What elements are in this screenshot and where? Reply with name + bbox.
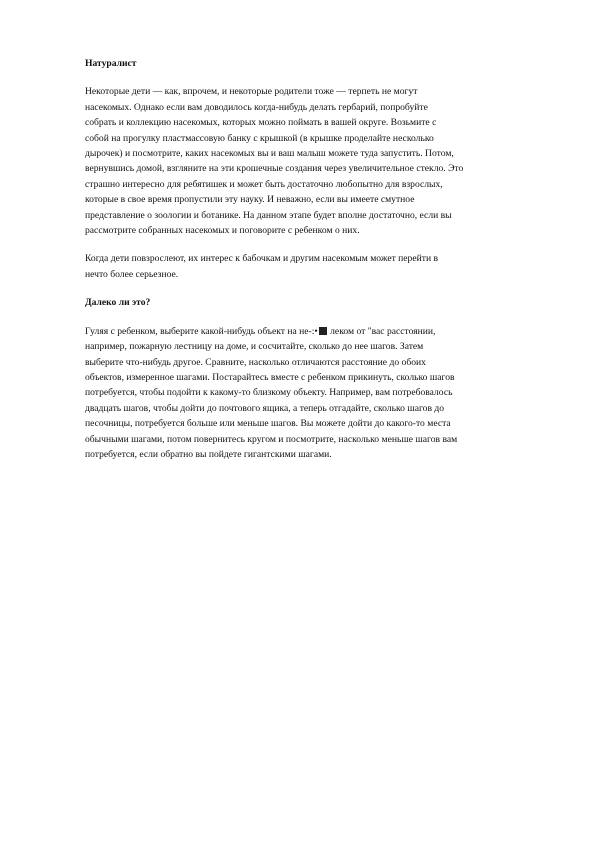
text-line: собой на прогулку пластмассовую банку с крышкой (в крышке проделайте несколько xyxy=(85,132,434,144)
text-line: двадцать шагов, чтобы дойти до почтового ящика, а теперь отгадайте, сколько шагов до xyxy=(85,402,445,414)
text-line: рассмотрите собранных насекомых и поговорите с ребенком о них. xyxy=(85,225,360,237)
text-line: обычными шагами, потом повернитесь кругом и посмотрите, насколько меньше шагов вам xyxy=(85,433,458,445)
section-heading-how-far: Далеко ли это? xyxy=(85,297,151,309)
text-line: Некоторые дети — как, впрочем, и некоторые родители тоже — терпеть не могут xyxy=(85,86,418,98)
text-line: потребуется, если обратно вы пойдете гигантскими шагами. xyxy=(85,448,332,460)
text-line: например, пожарную лестницу на доме, и сосчитайте, сколько до нее шагов. Затем xyxy=(85,341,424,353)
paragraph-naturalist xyxy=(85,84,555,238)
text-line: насекомых. Однако если вам доводилось когда-нибудь делать гербарий, попробуйте xyxy=(85,101,428,113)
paragraph-growing-interest xyxy=(85,251,555,282)
paragraph-how-far xyxy=(85,324,555,463)
text-line: потребуется, чтобы подойти к какому-то близкому объекту. Например, вам потребовалось xyxy=(85,387,453,399)
text-line: песочницы, потребуется больше или меньше шагов. Вы можете дойти до какого-то места xyxy=(85,418,451,430)
text-line: выберите что-нибудь другое. Сравните, насколько отличаются расстояние до обоих xyxy=(85,356,426,368)
section-heading-naturalist: Натуралист xyxy=(85,58,137,69)
text-line: объектов, измеренное шагами. Постарайтесь вместе с ребенком прикинуть, сколько шагов xyxy=(85,371,455,383)
text-line: которые в свое время пропустили эту науку. И неважно, если вы имеете смутное xyxy=(85,194,415,206)
document-content xyxy=(85,56,555,475)
text-line: собрать и коллекцию насекомых, которых можно поймать в вашей округе. Возьмите с xyxy=(85,117,437,129)
text-line: дырочек) и посмотрите, каких насекомых вы и ваш малыш можете туда запустить. Потом, xyxy=(85,148,454,160)
text-fragment: Гуляя с ребенком, выберите какой-нибудь объект на не-:• xyxy=(85,325,318,337)
text-line: Когда дети повзрослеют, их интерес к бабочкам и другим насекомым может перейти в xyxy=(85,253,439,265)
text-line: страшно интересно для ребятишек и может быть достаточно любопытно для взрослых, xyxy=(85,178,443,190)
text-line: нечто более серьезное. xyxy=(85,268,179,280)
text-fragment: леком от "вас расстоянии, xyxy=(327,325,436,337)
text-line xyxy=(85,324,555,339)
text-line: представление о зоологии и ботанике. На данном этапе будет вполне достаточно, если вы xyxy=(85,209,452,221)
text-line: вернувшись домой, взгляните на эти крошечные создания через увеличительное стекло. Это xyxy=(85,163,464,175)
garbled-glyph-icon xyxy=(319,327,327,335)
